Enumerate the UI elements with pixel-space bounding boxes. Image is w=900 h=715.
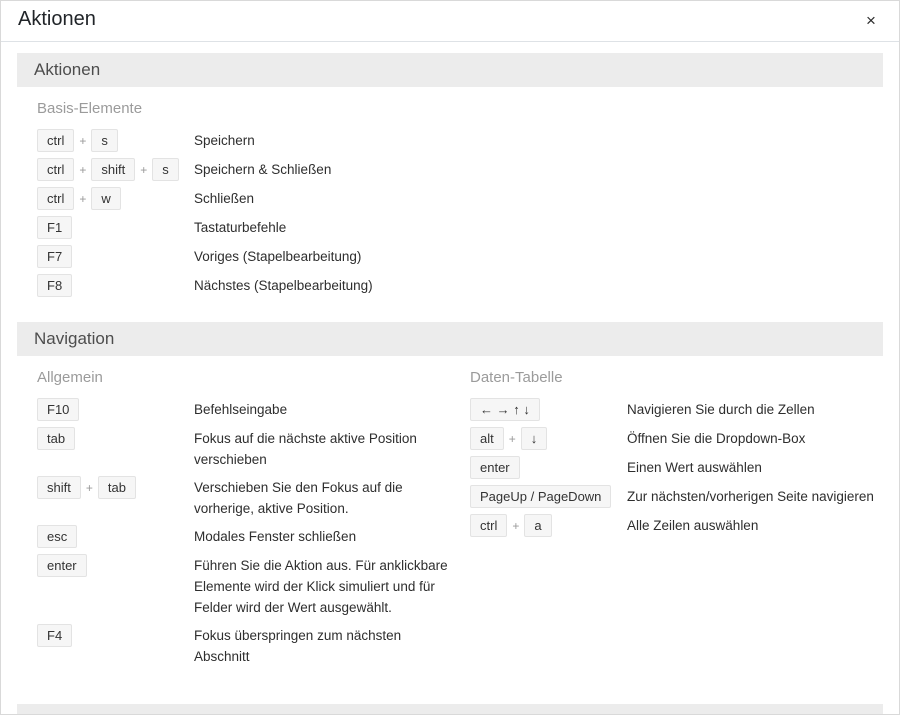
key-separator: +: [79, 191, 87, 206]
key-combo: [470, 398, 627, 421]
shortcut-description: Alle Zeilen auswählen: [627, 518, 759, 533]
key-cap: shift: [91, 158, 135, 181]
key-cap: F10: [37, 398, 79, 421]
key-combo: [37, 274, 194, 297]
section-header-aktionen: Aktionen: [17, 53, 883, 87]
shortcut-row: [37, 216, 450, 239]
group-title-daten-tabelle: Daten-Tabelle: [470, 369, 563, 386]
key-combo: [37, 398, 194, 421]
key-cap: s: [91, 129, 118, 152]
key-cap: ctrl: [37, 129, 74, 152]
shortcut-row: [37, 158, 450, 181]
key-combo: [37, 554, 194, 577]
shortcut-row: [37, 187, 450, 210]
key-cap: F7: [37, 245, 72, 268]
group-daten-tabelle: [450, 356, 883, 673]
section-aktionen: [17, 53, 883, 303]
key-combo: [470, 427, 627, 450]
shortcut-description: Schließen: [194, 191, 255, 206]
key-cap: alt: [470, 427, 504, 450]
key-combo: [37, 427, 194, 450]
shortcut-description: Navigieren Sie durch die Zellen: [627, 402, 815, 417]
partial-next-section-bar: [17, 704, 883, 714]
key-combo: [470, 514, 627, 537]
sections-container: [17, 53, 883, 673]
key-cap: enter: [470, 456, 520, 479]
close-icon[interactable]: ×: [859, 9, 883, 33]
groups-row: [17, 356, 883, 673]
key-cap: ctrl: [470, 514, 507, 537]
shortcut-description: Zur nächsten/vorherigen Seite navigieren: [627, 489, 874, 504]
key-cap: w: [91, 187, 120, 210]
key-separator: +: [508, 431, 516, 446]
key-cap: tab: [98, 476, 136, 499]
shortcut-row: [37, 274, 450, 297]
key-separator: +: [85, 480, 93, 495]
key-combo: [37, 525, 194, 548]
shortcut-row: [37, 129, 450, 152]
groups-row: [17, 87, 883, 303]
key-combo: [37, 158, 194, 181]
key-cap: F4: [37, 624, 72, 647]
key-cap: tab: [37, 427, 75, 450]
key-combo: [37, 129, 194, 152]
shortcut-description: Voriges (Stapelbearbeitung): [194, 249, 362, 264]
shortcut-description: Speichern: [194, 133, 255, 148]
shortcut-description: Öffnen Sie die Dropdown-Box: [627, 431, 806, 446]
dialog-title: Aktionen: [18, 8, 96, 30]
shortcut-row: [470, 427, 883, 450]
shortcut-description: Fokus auf die nächste aktive Position verschieben: [194, 431, 417, 467]
key-cap: ↓: [521, 427, 548, 450]
shortcut-row: [37, 624, 450, 667]
group-basis-elemente: [17, 87, 450, 303]
shortcut-row: [37, 427, 450, 470]
shortcut-row: [470, 485, 883, 508]
section-navigation: [17, 322, 883, 673]
key-cap: shift: [37, 476, 81, 499]
shortcut-description: Führen Sie die Aktion aus. Für anklickbare Elemente wird der Klick simuliert und für Felder wird der Wert ausgewählt.: [194, 558, 448, 615]
key-separator: +: [79, 162, 87, 177]
shortcut-description: Befehlseingabe: [194, 402, 288, 417]
key-cap: ← → ↑ ↓: [470, 398, 540, 421]
key-combo: [470, 456, 627, 479]
key-cap: a: [524, 514, 551, 537]
dialog-header: [1, 1, 899, 42]
key-cap: esc: [37, 525, 77, 548]
group-title-basis-elemente: Basis-Elemente: [37, 100, 143, 117]
key-separator: +: [512, 518, 520, 533]
shortcut-description: Modales Fenster schließen: [194, 529, 357, 544]
key-cap: enter: [37, 554, 87, 577]
shortcut-row: [37, 245, 450, 268]
key-combo: [37, 187, 194, 210]
shortcut-row: [37, 554, 450, 618]
key-separator: +: [140, 162, 148, 177]
section-header-navigation: Navigation: [17, 322, 883, 356]
key-separator: +: [79, 133, 87, 148]
shortcut-row: [470, 398, 883, 421]
key-cap: F8: [37, 274, 72, 297]
shortcut-description: Speichern & Schließen: [194, 162, 332, 177]
key-combo: [37, 476, 194, 499]
shortcut-row: [37, 525, 450, 548]
key-combo: [37, 216, 194, 239]
shortcut-description: Tastaturbefehle: [194, 220, 287, 235]
shortcut-row: [470, 456, 883, 479]
shortcut-description: Verschieben Sie den Fokus auf die vorherige, aktive Position.: [194, 480, 403, 516]
shortcut-row: [37, 476, 450, 519]
key-cap: F1: [37, 216, 72, 239]
key-cap: s: [152, 158, 179, 181]
dialog-body: [1, 42, 899, 673]
shortcut-description: Fokus überspringen zum nächsten Abschnitt: [194, 628, 402, 664]
key-cap: PageUp / PageDown: [470, 485, 611, 508]
shortcut-description: Nächstes (Stapelbearbeitung): [194, 278, 373, 293]
key-combo: [37, 245, 194, 268]
key-cap: ctrl: [37, 187, 74, 210]
shortcut-row: [37, 398, 450, 421]
key-cap: ctrl: [37, 158, 74, 181]
shortcut-description: Einen Wert auswählen: [627, 460, 762, 475]
shortcut-row: [470, 514, 883, 537]
key-combo: [37, 624, 194, 647]
group-allgemein: [17, 356, 450, 673]
key-combo: [470, 485, 627, 508]
group-title-allgemein: Allgemein: [37, 369, 103, 386]
